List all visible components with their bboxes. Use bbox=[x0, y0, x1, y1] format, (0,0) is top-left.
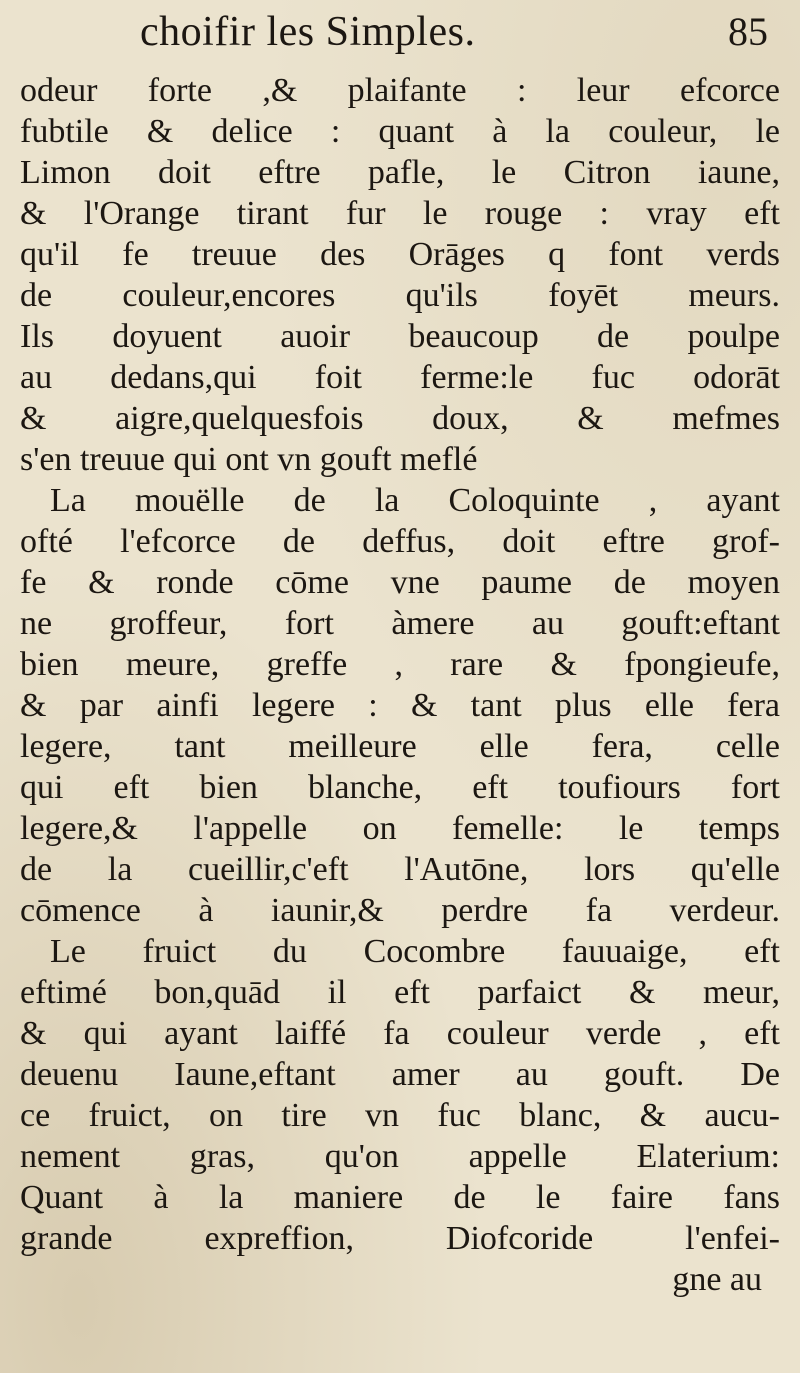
page-number: 85 bbox=[728, 9, 768, 54]
text-line: s'en treuue qui ont vn gouft meflé bbox=[20, 441, 478, 478]
text-line: qui eft bien blanche, eft toufiours fort bbox=[20, 769, 780, 806]
text-line: de couleur,encores qu'ils foyēt meurs. bbox=[20, 277, 780, 314]
catchword: gne au bbox=[672, 1261, 762, 1298]
text-line: legere,& l'appelle on femelle: le temps bbox=[20, 810, 780, 847]
text-line: qu'il fe treuue des Orāges q font verds bbox=[20, 236, 780, 273]
page-header bbox=[140, 8, 780, 56]
text-line: cōmence à iaunir,& perdre fa verdeur. bbox=[20, 892, 780, 929]
text-line: nement gras, qu'on appelle Elaterium: bbox=[20, 1138, 780, 1175]
text-line: La mouëlle de la Coloquinte , ayant bbox=[50, 482, 780, 519]
text-line: Limon doit eftre pafle, le Citron iaune, bbox=[20, 154, 780, 191]
text-line: ce fruict, on tire vn fuc blanc, & aucu- bbox=[20, 1097, 780, 1134]
text-line: ne groffeur, fort àmere au gouft:eftant bbox=[20, 605, 780, 642]
text-line: bien meure, greffe , rare & fpongieufe, bbox=[20, 646, 780, 683]
text-line: legere, tant meilleure elle fera, celle bbox=[20, 728, 780, 765]
text-line: fubtile & delice : quant à la couleur, le bbox=[20, 113, 780, 150]
text-line: Le fruict du Cocombre fauuaige, eft bbox=[50, 933, 780, 970]
body-text bbox=[20, 70, 780, 1300]
text-line: grande expreffion, Diofcoride l'enfei- bbox=[20, 1220, 780, 1257]
text-line: ofté l'efcorce de deffus, doit eftre grof- bbox=[20, 523, 780, 560]
running-title: choifir les Simples. bbox=[140, 9, 476, 55]
text-line: & qui ayant laiffé fa couleur verde , eft bbox=[20, 1015, 780, 1052]
text-line: odeur forte ,& plaifante : leur efcorce bbox=[20, 72, 780, 109]
text-line: deuenu Iaune,eftant amer au gouft. De bbox=[20, 1056, 780, 1093]
text-line: & aigre,quelquesfois doux, & mefmes bbox=[20, 400, 780, 437]
text-line: au dedans,qui foit ferme:le fuc odorāt bbox=[20, 359, 780, 396]
text-line: eftimé bon,quād il eft parfaict & meur, bbox=[20, 974, 780, 1011]
text-line: Quant à la maniere de le faire fans bbox=[20, 1179, 780, 1216]
text-line: & l'Orange tirant fur le rouge : vray eft bbox=[20, 195, 780, 232]
text-line: Ils doyuent auoir beaucoup de poulpe bbox=[20, 318, 780, 355]
text-line: & par ainfi legere : & tant plus elle fera bbox=[20, 687, 780, 724]
text-line: de la cueillir,c'eft l'Autōne, lors qu'elle bbox=[20, 851, 780, 888]
text-line: fe & ronde cōme vne paume de moyen bbox=[20, 564, 780, 601]
